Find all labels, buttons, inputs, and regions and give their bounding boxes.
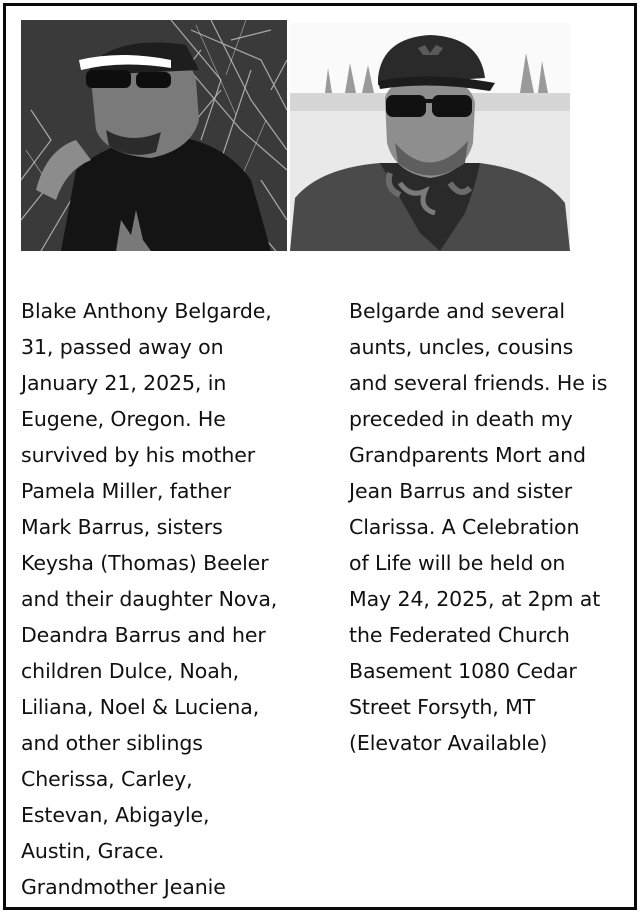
text-line: Liliana, Noel & Luciena, <box>21 695 260 719</box>
portrait-photo-right <box>290 23 570 251</box>
text-line: Keysha (Thomas) Beeler <box>21 551 269 575</box>
text-line: Street Forsyth, MT <box>349 695 536 719</box>
obituary-text-left-column <box>21 293 277 905</box>
text-line: Deandra Barrus and her <box>21 623 266 647</box>
text-line: aunts, uncles, cousins <box>349 335 574 359</box>
text-line: and their daughter Nova, <box>21 587 278 611</box>
text-line: January 21, 2025, in <box>21 371 227 395</box>
text-line: Eugene, Oregon. He <box>21 407 226 431</box>
text-line: Basement 1080 Cedar <box>349 659 577 683</box>
text-line: May 24, 2025, at 2pm at <box>349 587 601 611</box>
text-line: children Dulce, Noah, <box>21 659 240 683</box>
text-line: 31, passed away on <box>21 335 224 359</box>
text-line: and several friends. He is <box>349 371 608 395</box>
obituary-text-right-column <box>349 293 607 761</box>
text-line: and other siblings <box>21 731 203 755</box>
text-line: Grandmother Jeanie <box>21 875 226 899</box>
text-line: Belgarde and several <box>349 299 565 323</box>
text-line: Mark Barrus, sisters <box>21 515 223 539</box>
text-line: Austin, Grace. <box>21 839 165 863</box>
obituary-frame <box>3 3 637 910</box>
text-line: (Elevator Available) <box>349 731 548 755</box>
text-line: Blake Anthony Belgarde, <box>21 299 272 323</box>
text-line: Cherissa, Carley, <box>21 767 193 791</box>
text-line: of Life will be held on <box>349 551 566 575</box>
text-line: Pamela Miller, father <box>21 479 231 503</box>
text-line: preceded in death my <box>349 407 573 431</box>
text-line: Jean Barrus and sister <box>349 479 573 503</box>
text-line: Grandparents Mort and <box>349 443 586 467</box>
text-line: Clarissa. A Celebration <box>349 515 580 539</box>
text-line: survived by his mother <box>21 443 256 467</box>
portrait-photo-left <box>21 20 287 251</box>
text-line: the Federated Church <box>349 623 570 647</box>
text-line: Estevan, Abigayle, <box>21 803 210 827</box>
